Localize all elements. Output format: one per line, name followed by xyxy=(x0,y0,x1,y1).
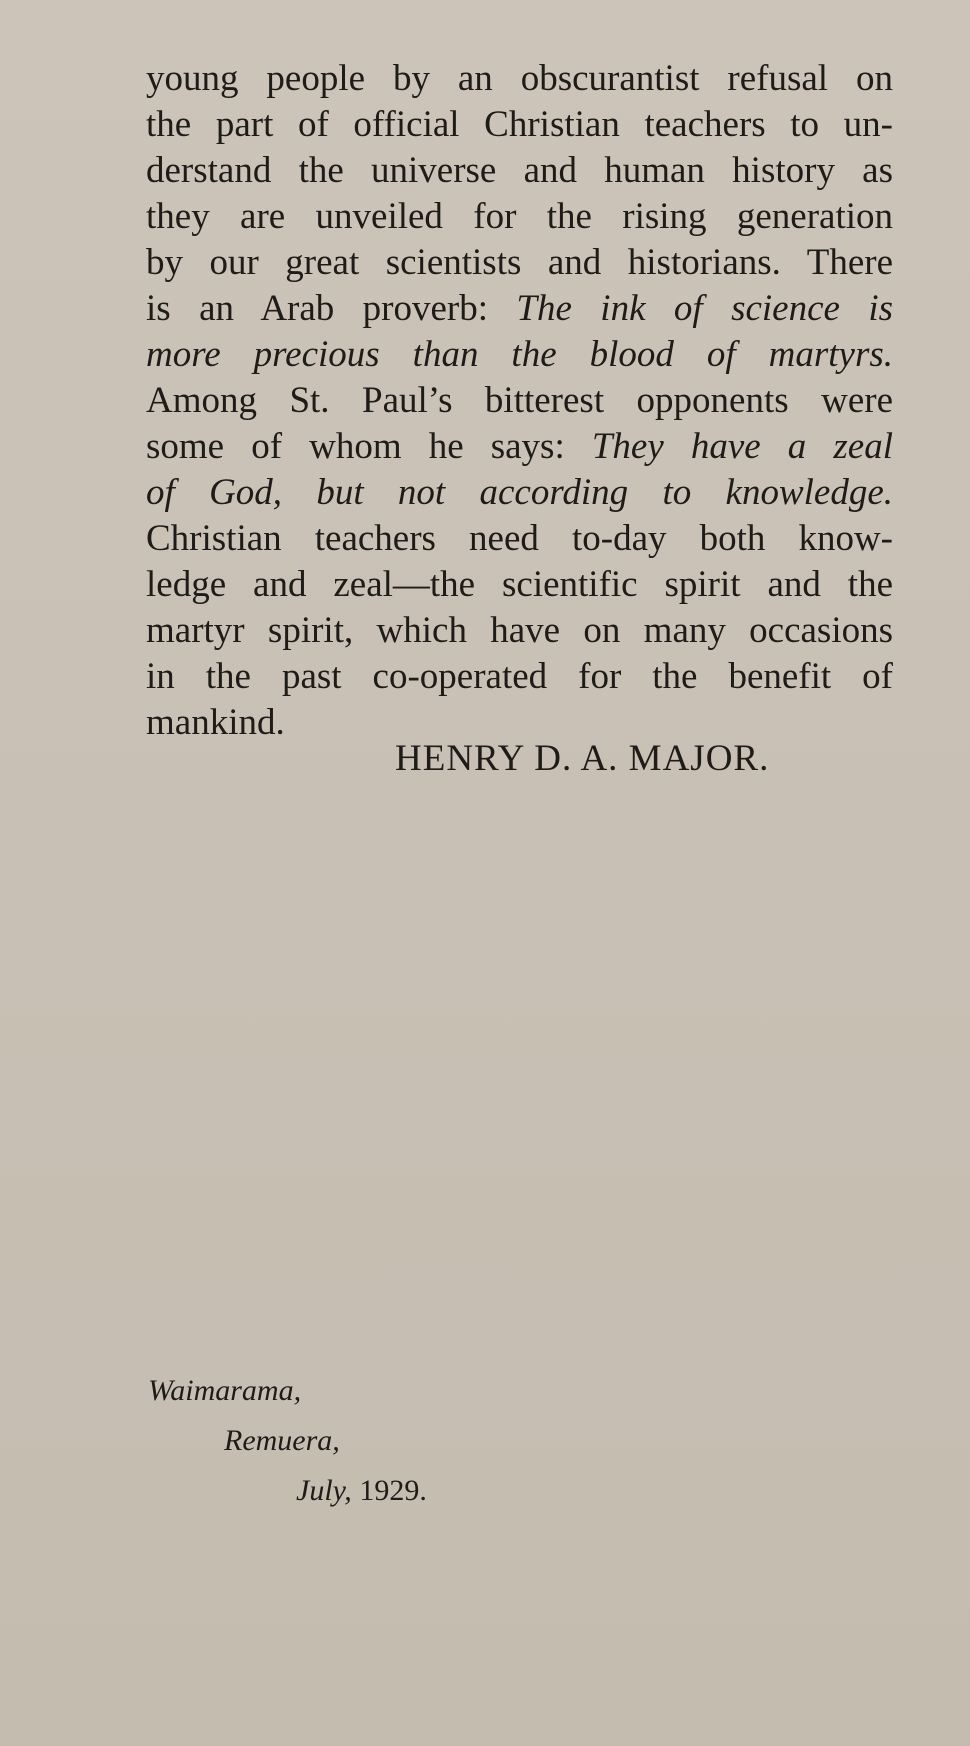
date-month: July, xyxy=(296,1474,352,1507)
text-line: young people by an obscurantist refusal on xyxy=(146,58,893,99)
body-text xyxy=(146,56,893,746)
text-line: is an Arab proverb: The ink of science is xyxy=(146,288,893,329)
proverb-italic: more precious than the blood of martyrs. xyxy=(146,334,893,375)
place-line-1: Waimarama, xyxy=(148,1374,302,1407)
text-line xyxy=(146,470,893,516)
place-line-2: Remuera, xyxy=(224,1424,340,1457)
text-line: ledge and zeal—the scientific spirit and the xyxy=(146,564,893,605)
author-signature: HENRY D. A. MAJOR. xyxy=(395,738,770,779)
text-line: they are unveiled for the rising generation xyxy=(146,196,893,237)
date-year: 1929. xyxy=(359,1474,427,1507)
quote-italic: They have a zeal xyxy=(591,426,893,467)
date-line xyxy=(296,1474,427,1508)
proverb-italic: The ink of science is xyxy=(516,288,893,329)
text-line: by our great scientists and historians. There xyxy=(146,242,893,283)
text-line: some of whom he says: They have a zeal xyxy=(146,426,893,467)
text-line xyxy=(146,332,893,378)
text-line: derstand the universe and human history as xyxy=(146,150,893,191)
text-line: the part of official Christian teachers to un- xyxy=(146,104,893,145)
text-line: in the past co-operated for the benefit of xyxy=(146,656,893,697)
text-line: Among St. Paul’s bitterest opponents were xyxy=(146,380,893,421)
text-line: mankind. xyxy=(146,702,285,743)
text-line: Christian teachers need to-day both know- xyxy=(146,518,893,559)
quote-italic: of God, but not according to knowledge. xyxy=(146,472,893,513)
text-line: martyr spirit, which have on many occasions xyxy=(146,610,893,651)
